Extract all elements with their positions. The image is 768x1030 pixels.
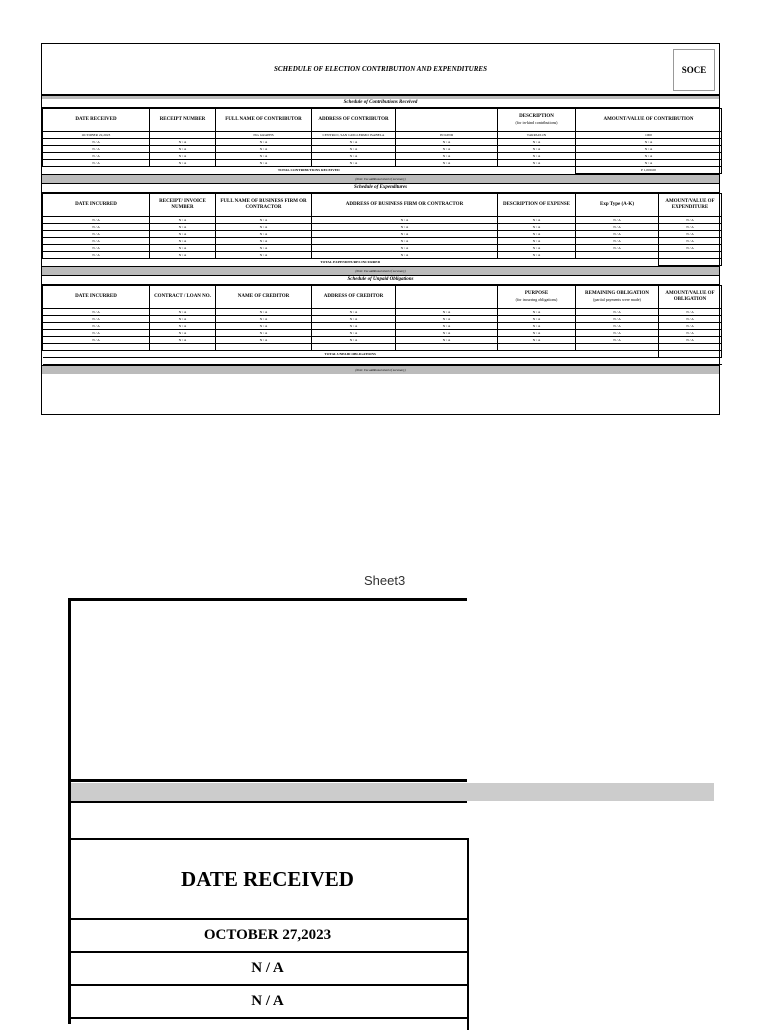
table-cell: N / A — [576, 323, 659, 330]
table-cell — [498, 344, 576, 351]
table-cell: N / A — [43, 316, 150, 323]
col-header: ADDRESS OF CREDITOR — [312, 286, 396, 309]
table-cell: N / A — [150, 224, 216, 231]
table-row — [43, 316, 722, 323]
border-line — [68, 779, 467, 782]
table-cell: N / A — [216, 217, 312, 224]
table-cell: N / A — [576, 139, 722, 146]
table-cell — [576, 344, 659, 351]
table-cell: N / A — [150, 153, 216, 160]
total-value — [659, 259, 722, 266]
table-cell: N / A — [216, 309, 312, 316]
table-cell: N / A — [43, 323, 150, 330]
col-header-sub: (for incurring obligations) — [515, 297, 558, 302]
sheet-tab-label: Sheet3 — [364, 573, 406, 588]
col-header — [396, 109, 498, 132]
col-header: Exp Type (A-K) — [576, 194, 659, 217]
table-cell: N / A — [43, 309, 150, 316]
table-cell: N / A — [150, 337, 216, 344]
table-cell: N / A — [216, 238, 312, 245]
total-label: TOTAL CONTRIBUTIONS RECEIVED — [277, 168, 340, 173]
table-cell: N / A — [498, 323, 576, 330]
table-cell: N / A — [216, 153, 312, 160]
total-row — [43, 259, 722, 266]
table-cell — [576, 252, 659, 259]
expenditures-table — [42, 193, 722, 266]
table-cell: N / A — [312, 139, 396, 146]
col-header: FULL NAME OF BUSINESS FIRM OR CONTRACTOR — [216, 194, 312, 217]
form-title: SCHEDULE OF ELECTION CONTRIBUTION AND EXPENDITURES — [274, 65, 487, 73]
column-header: DATE RECEIVED — [68, 840, 467, 920]
table-cell: N / A — [43, 245, 150, 252]
table-row — [43, 146, 722, 153]
obligations-heading: Schedule of Unpaid Obligations — [42, 276, 719, 285]
table-cell: 1000 — [576, 132, 722, 139]
table-cell: N / A — [216, 252, 312, 259]
table-cell: N / A — [396, 153, 498, 160]
table-cell: OCTOBER 27,2023 — [68, 920, 467, 953]
table-cell: N / A — [498, 337, 576, 344]
table-cell — [150, 344, 216, 351]
col-header: AMOUNT/VALUE OF EXPENDITURE — [659, 194, 722, 217]
table-cell: N / A — [659, 224, 722, 231]
col-header: ADDRESS OF BUSINESS FIRM OR CONTRACTOR — [312, 194, 498, 217]
table-cell: N / A — [396, 309, 498, 316]
table-cell: N / A — [216, 330, 312, 337]
table-cell: N / A — [498, 224, 576, 231]
table-row — [43, 238, 722, 245]
table-cell: N / A — [659, 337, 722, 344]
note: (Note: Use additional sheets if necessary) — [42, 365, 719, 374]
table-cell: N / A — [576, 224, 659, 231]
table-cell: N / A — [216, 160, 312, 167]
table-cell: N / A — [576, 160, 722, 167]
table-cell: N / A — [498, 231, 576, 238]
col-header: NAME OF CREDITOR — [216, 286, 312, 309]
border-line — [68, 801, 467, 803]
table-cell: N / A — [396, 323, 498, 330]
table-row — [43, 132, 722, 139]
table-cell — [312, 344, 396, 351]
table-row — [43, 160, 722, 167]
table-cell — [43, 344, 150, 351]
total-label: TOTAL EXPENDITURES INCURRED — [320, 260, 381, 265]
table-cell — [659, 252, 722, 259]
table-cell: N / A — [312, 160, 396, 167]
table-cell: N / A — [659, 238, 722, 245]
table-cell: N / A — [659, 323, 722, 330]
table-cell: N / A — [312, 245, 498, 252]
table-cell: N / A — [312, 231, 498, 238]
table-cell: N / A — [216, 323, 312, 330]
table-cell: N / A — [150, 139, 216, 146]
table-cell: N / A — [498, 217, 576, 224]
soce-form-page — [41, 43, 720, 415]
table-cell: N / A — [576, 245, 659, 252]
table-cell: N / A — [216, 224, 312, 231]
table-cell: N / A — [576, 316, 659, 323]
table-cell — [150, 132, 216, 139]
contributions-heading: Schedule of Contributions Received — [42, 99, 719, 108]
table-row — [43, 330, 722, 337]
table-row — [43, 309, 722, 316]
table-cell: N / A — [312, 323, 396, 330]
table-cell: N / A — [659, 316, 722, 323]
table-row — [43, 323, 722, 330]
table-cell: N / A — [43, 330, 150, 337]
table-cell — [43, 358, 722, 365]
col-header-title: REMAINING OBLIGATION — [585, 291, 649, 296]
date-received-column — [68, 838, 469, 1030]
table-cell: N / A — [498, 252, 576, 259]
table-row — [43, 245, 722, 252]
table-cell: N / A — [576, 309, 659, 316]
table-cell: N / A — [43, 146, 150, 153]
table-cell: ISG GRAPHS — [216, 132, 312, 139]
table-cell: N / A — [216, 139, 312, 146]
table-cell: N / A — [576, 231, 659, 238]
table-cell: N / A — [150, 238, 216, 245]
table-cell: N / A — [216, 231, 312, 238]
total-row — [43, 351, 722, 358]
table-cell: N / A — [43, 231, 150, 238]
table-cell: N / A — [498, 238, 576, 245]
table-header-row — [43, 109, 722, 132]
col-header — [498, 109, 576, 132]
soce-badge: SOCE — [673, 49, 715, 91]
table-cell: N / A — [43, 217, 150, 224]
table-cell: N / A — [312, 309, 396, 316]
col-header — [396, 286, 498, 309]
table-cell: N / A — [216, 245, 312, 252]
table-row — [43, 224, 722, 231]
table-cell: N / A — [150, 323, 216, 330]
table-cell: N / A — [43, 238, 150, 245]
table-cell: N / A — [396, 146, 498, 153]
table-cell: N / A — [312, 316, 396, 323]
col-header-sub: (for in-kind contributions) — [515, 120, 558, 125]
table-cell: TARPAULIN — [498, 132, 576, 139]
table-cell: N / A — [68, 953, 467, 986]
col-header-title: DESCRIPTION — [519, 114, 554, 119]
table-cell: CENTRO I, SAN GUILLERMO ISABELA — [312, 132, 396, 139]
total-label: TOTAL UNPAID OBLIGATIONS — [324, 352, 376, 356]
table-cell: N / A — [396, 316, 498, 323]
table-cell: N / A — [396, 330, 498, 337]
table-cell: N / A — [659, 231, 722, 238]
table-cell — [396, 344, 498, 351]
table-row — [43, 337, 722, 344]
table-header-row — [43, 194, 722, 217]
table-cell: N / A — [498, 316, 576, 323]
form-header — [42, 44, 719, 95]
col-header: FULL NAME OF CONTRIBUTOR — [216, 109, 312, 132]
total-value: P 1,000.00 — [576, 167, 722, 174]
col-header: CONTRACT / LOAN NO. — [150, 286, 216, 309]
col-header: AMOUNT/VALUE OF CONTRIBUTION — [576, 109, 722, 132]
total-value — [659, 351, 722, 358]
table-cell: N / A — [68, 986, 467, 1019]
table-cell: N / A — [312, 153, 396, 160]
table-row — [43, 344, 722, 351]
table-cell: N / A — [150, 217, 216, 224]
table-row — [43, 252, 722, 259]
obligations-table — [42, 285, 722, 365]
table-cell: N / A — [216, 316, 312, 323]
table-cell: N / A — [498, 153, 576, 160]
table-cell: N / A — [396, 337, 498, 344]
table-cell: N / A — [576, 146, 722, 153]
table-cell: N / A — [312, 224, 498, 231]
col-header — [498, 286, 576, 309]
table-cell: N / A — [312, 217, 498, 224]
table-cell: N / A — [312, 337, 396, 344]
table-cell: OCTOBER 22,2023 — [43, 132, 150, 139]
table-cell — [659, 344, 722, 351]
table-cell: N / A — [43, 252, 150, 259]
table-cell: N / A — [150, 245, 216, 252]
table-cell: N / A — [659, 245, 722, 252]
col-header: AMOUNT/VALUE OF OBLIGATION — [659, 286, 722, 309]
border-line — [68, 598, 467, 601]
table-cell: N / A — [216, 146, 312, 153]
contributions-table — [42, 108, 722, 174]
table-cell — [216, 344, 312, 351]
col-header-sub: (partial payments were made) — [593, 297, 641, 302]
table-cell: N / A — [312, 238, 498, 245]
table-cell: IN KIND — [396, 132, 498, 139]
table-cell: N / A — [43, 153, 150, 160]
table-header-row — [43, 286, 722, 309]
table-cell: N / A — [576, 337, 659, 344]
table-cell: N / A — [576, 238, 659, 245]
col-header: RECEIPT/ INVOICE NUMBER — [150, 194, 216, 217]
table-cell: N / A — [396, 139, 498, 146]
col-header — [576, 286, 659, 309]
table-row — [43, 153, 722, 160]
table-cell: N / A — [150, 316, 216, 323]
table-cell: N / A — [576, 217, 659, 224]
col-header: DATE INCURRED — [43, 286, 150, 309]
expenditures-heading: Schedule of Expenditures — [42, 184, 719, 193]
table-cell: N / A — [43, 337, 150, 344]
note: (Note: Use additional sheets if necessary) — [42, 266, 719, 276]
table-cell: N / A — [576, 153, 722, 160]
table-row — [43, 231, 722, 238]
sheet3-zoom-view — [68, 598, 468, 1024]
table-row — [43, 139, 722, 146]
table-cell: N / A — [312, 252, 498, 259]
table-cell: N / A — [43, 160, 150, 167]
table-cell: N / A — [150, 231, 216, 238]
table-cell: N / A — [150, 146, 216, 153]
grey-band — [71, 783, 714, 801]
table-cell: N / A — [659, 330, 722, 337]
table-cell: N / A — [150, 309, 216, 316]
table-cell: N / A — [150, 330, 216, 337]
table-cell: N / A — [43, 139, 150, 146]
col-header: RECEIPT NUMBER — [150, 109, 216, 132]
col-header: ADDRESS OF CONTRIBUTOR — [312, 109, 396, 132]
note: (Note: Use additional sheets if necessary) — [42, 174, 719, 184]
table-cell: N / A — [498, 139, 576, 146]
table-cell: N / A — [312, 330, 396, 337]
table-cell: N / A — [498, 330, 576, 337]
table-row — [43, 358, 722, 365]
table-cell: N / A — [312, 146, 396, 153]
table-cell: N / A — [43, 224, 150, 231]
total-row — [43, 167, 722, 174]
table-cell: N / A — [396, 160, 498, 167]
table-cell: N / A — [150, 160, 216, 167]
table-cell: N / A — [659, 217, 722, 224]
col-header-title: PURPOSE — [524, 291, 549, 296]
table-cell: N / A — [576, 330, 659, 337]
col-header: DESCRIPTION OF EXPENSE — [498, 194, 576, 217]
table-cell: N / A — [498, 245, 576, 252]
col-header: DATE INCURRED — [43, 194, 150, 217]
table-cell: N / A — [150, 252, 216, 259]
table-cell: N / A — [498, 146, 576, 153]
table-cell: N / A — [498, 160, 576, 167]
table-cell: N / A — [659, 309, 722, 316]
table-cell: N / A — [498, 309, 576, 316]
table-row — [43, 217, 722, 224]
table-cell: N / A — [216, 337, 312, 344]
col-header: DATE RECEIVED — [43, 109, 150, 132]
